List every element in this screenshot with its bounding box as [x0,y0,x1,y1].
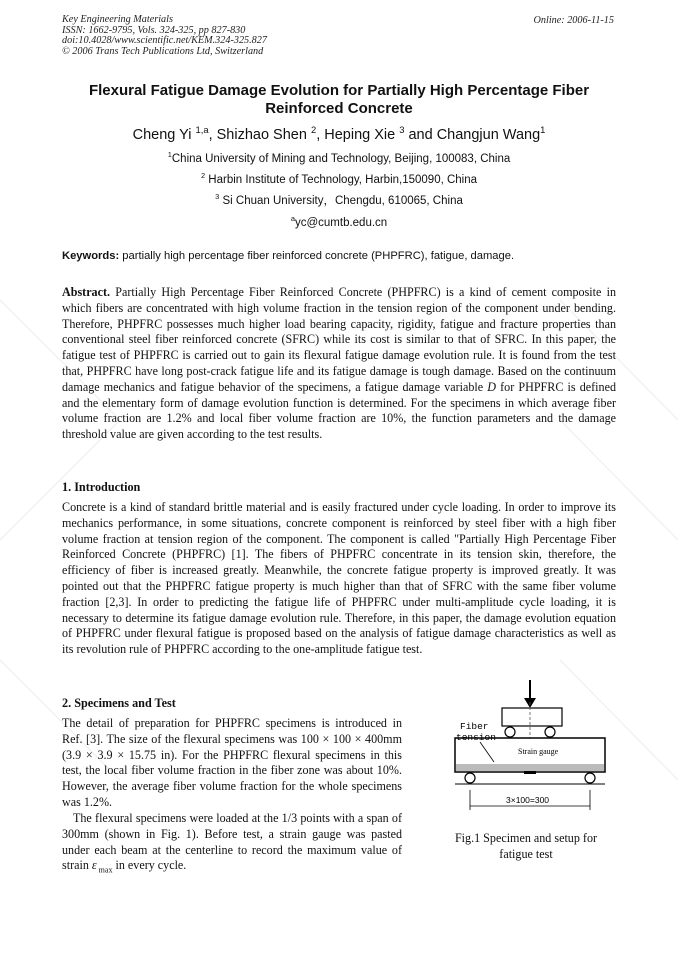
specimens-text-b: in every cycle. [112,858,187,873]
specimens-paragraph-1: The detail of preparation for PHPFRC specimens is introduced in Ref. [3]. The size of the flexural specimens was 100 × 100 × 400mm (3.9 × 3.9 × 15.75 in). For the PHPFRC flexural specimens in this test, the local fiber volume fraction in the fiber zone was about 10%. However, the average fiber volume fraction for the whole specimens was 1.2%. [62,716,402,809]
affiliation-2-sup: 2 [200,171,206,180]
author-4-sup: 1 [540,124,546,135]
keywords-text: partially high percentage fiber reinforced concrete (PHPFRC), fatigue, damage. [119,250,515,262]
bottom-roller-left [465,773,475,783]
author-1-sup: 1,a [195,124,209,135]
author-list [62,124,616,143]
keywords-label: Keywords: [62,250,120,262]
top-roller-left [505,727,515,737]
fiber-label: Fiber [460,721,489,732]
affiliation-1 [62,150,616,165]
section-2-heading: 2. Specimens and Test [62,696,176,710]
affiliation-3-text: Si Chuan University，Chengdu, 610065, China [219,195,463,207]
epsilon-symbol: ε [91,858,97,873]
affiliation-1-text: China University of Mining and Technology, Beijing, 100083, China [171,152,511,165]
author-3: , Heping Xie [316,126,400,143]
keywords [62,250,616,262]
author-2-sup: 2 [310,124,317,135]
figure-caption-line-1: Fig.1 Specimen and setup for [454,831,598,845]
journal-copyright: © 2006 Trans Tech Publications Ltd, Switzerland [62,45,264,57]
online-date: Online: 2006-11-15 [533,15,614,26]
fiber-zone [456,764,604,771]
author-3-sup: 3 [399,124,405,135]
abstract-text-1: Partially High Percentage Fiber Reinforced Concrete (PHPFRC) is a kind of cement composite in which fibers are concentrated with high volume fraction in the tension region of the component under bending. Therefore, PHPFRC possesses much higher load bearing capacity, rigidity, fatigue and fracture properties than conventional steel fiber reinforced concrete (SFRC) while its cost is similar to that of SFRC. In this paper, the fatigue test of PHPFRC is carried out to gain its flexural fatigue damage evolution rule. It is found from the test that, PHPFRC have long post-crack fatigue life and its fatigue damage is tough damage. Based on the continuum damage mechanics and fatigue behavior of the specimens, a fatigue damage variable [62,285,616,394]
title-line-2: Reinforced Concrete [265,100,413,117]
top-roller-right [545,727,555,737]
figure-caption-line-2: fatigue test [499,846,553,861]
epsilon-subscript: max [96,865,113,875]
author-2: , Shizhao Shen [208,126,311,143]
specimens-paragraph-2 [62,811,402,879]
affiliation-email-sup: a [290,214,295,223]
affiliation-1-sup: 1 [167,150,172,159]
section-1-heading: 1. Introduction [62,480,141,494]
abstract-label: Abstract. [62,285,111,299]
bottom-roller-right [585,773,595,783]
title-line-1: Flexural Fatigue Damage Evolution for Partially High Percentage Fiber [88,82,590,99]
journal-header [62,15,267,57]
journal-issn: ISSN: 1662-9795, Vols. 324-325, pp 827-830 [62,24,246,36]
author-1: Cheng Yi [132,126,196,143]
affiliation-3-sup: 3 [215,192,220,202]
paper-title [62,82,616,118]
journal-name: Key Engineering Materials [62,14,173,25]
journal-doi: doi:10.4028/www.scientific.net/KEM.324-325.827 [62,35,267,47]
specimens-text-a: The flexural specimens were loaded at the 1/3 points with a span of 300mm (shown in Fig. 1). Before test, a strain gauge was pasted under each beam at the centerline to record the maximum value of strain [62,811,402,873]
affiliation-2 [62,171,616,186]
abstract [62,285,616,443]
figure-specimen-setup [440,680,620,830]
span-label: 3×100=300 [506,795,550,805]
affiliation-email [62,214,616,229]
tension-label: tension [456,732,496,743]
affiliation-2-text: Harbin Institute of Technology, Harbin,150090, China [205,173,478,186]
loading-beam [502,708,562,726]
abstract-variable-d: D [487,379,497,394]
author-4: and Changjun Wang [404,126,541,143]
introduction-text: Concrete is a kind of standard brittle material and is easily fractured under cycle loading. In order to improve its mechanics performance, in some situations, concrete component is reinforced by steel fiber with a high fiber volume fraction at tension region of the component. The component is called "Partially High Percentage Fiber Reinforced Concrete (PHPFRC) [1]. The fibers of PHPFRC concentrate in its tension skin, therefore, the efficiency of fiber is increased greatly. Meanwhile, the concrete fatigue property is improved greatly. It was pointed out that the PHPFRC fatigue property is much higher than that of SFRC with the same fiber volume fraction [2,3]. In order to predicting the fatigue life of PHPFRC under multi-amplitude cycle loading, it is necessary to determine its fatigue damage evolution rule. Therefore, in this paper, the damage evolution equation of PHPFRC under flexural fatigue is proposed based on the analysis of fatigue damage characteristics as well as its revolution rule of PHPFRC according to the one-amplitude fatigue test. [62,500,616,657]
figure-caption [428,831,624,862]
email-text: yc@cumtb.edu.cn [294,216,388,229]
strain-gauge-label: Strain gauge [518,747,559,756]
strain-gauge-mark [524,771,536,774]
abstract-text-2: for PHPFRC is defined and the elementary form of damage evolution function is determined. For the specimens in which average fiber volume fraction are 1.2% and local fiber volume fraction are 10%, the function parameters and the damage threshold value are given according to the test results. [62,379,617,442]
affiliation-3 [62,192,616,208]
